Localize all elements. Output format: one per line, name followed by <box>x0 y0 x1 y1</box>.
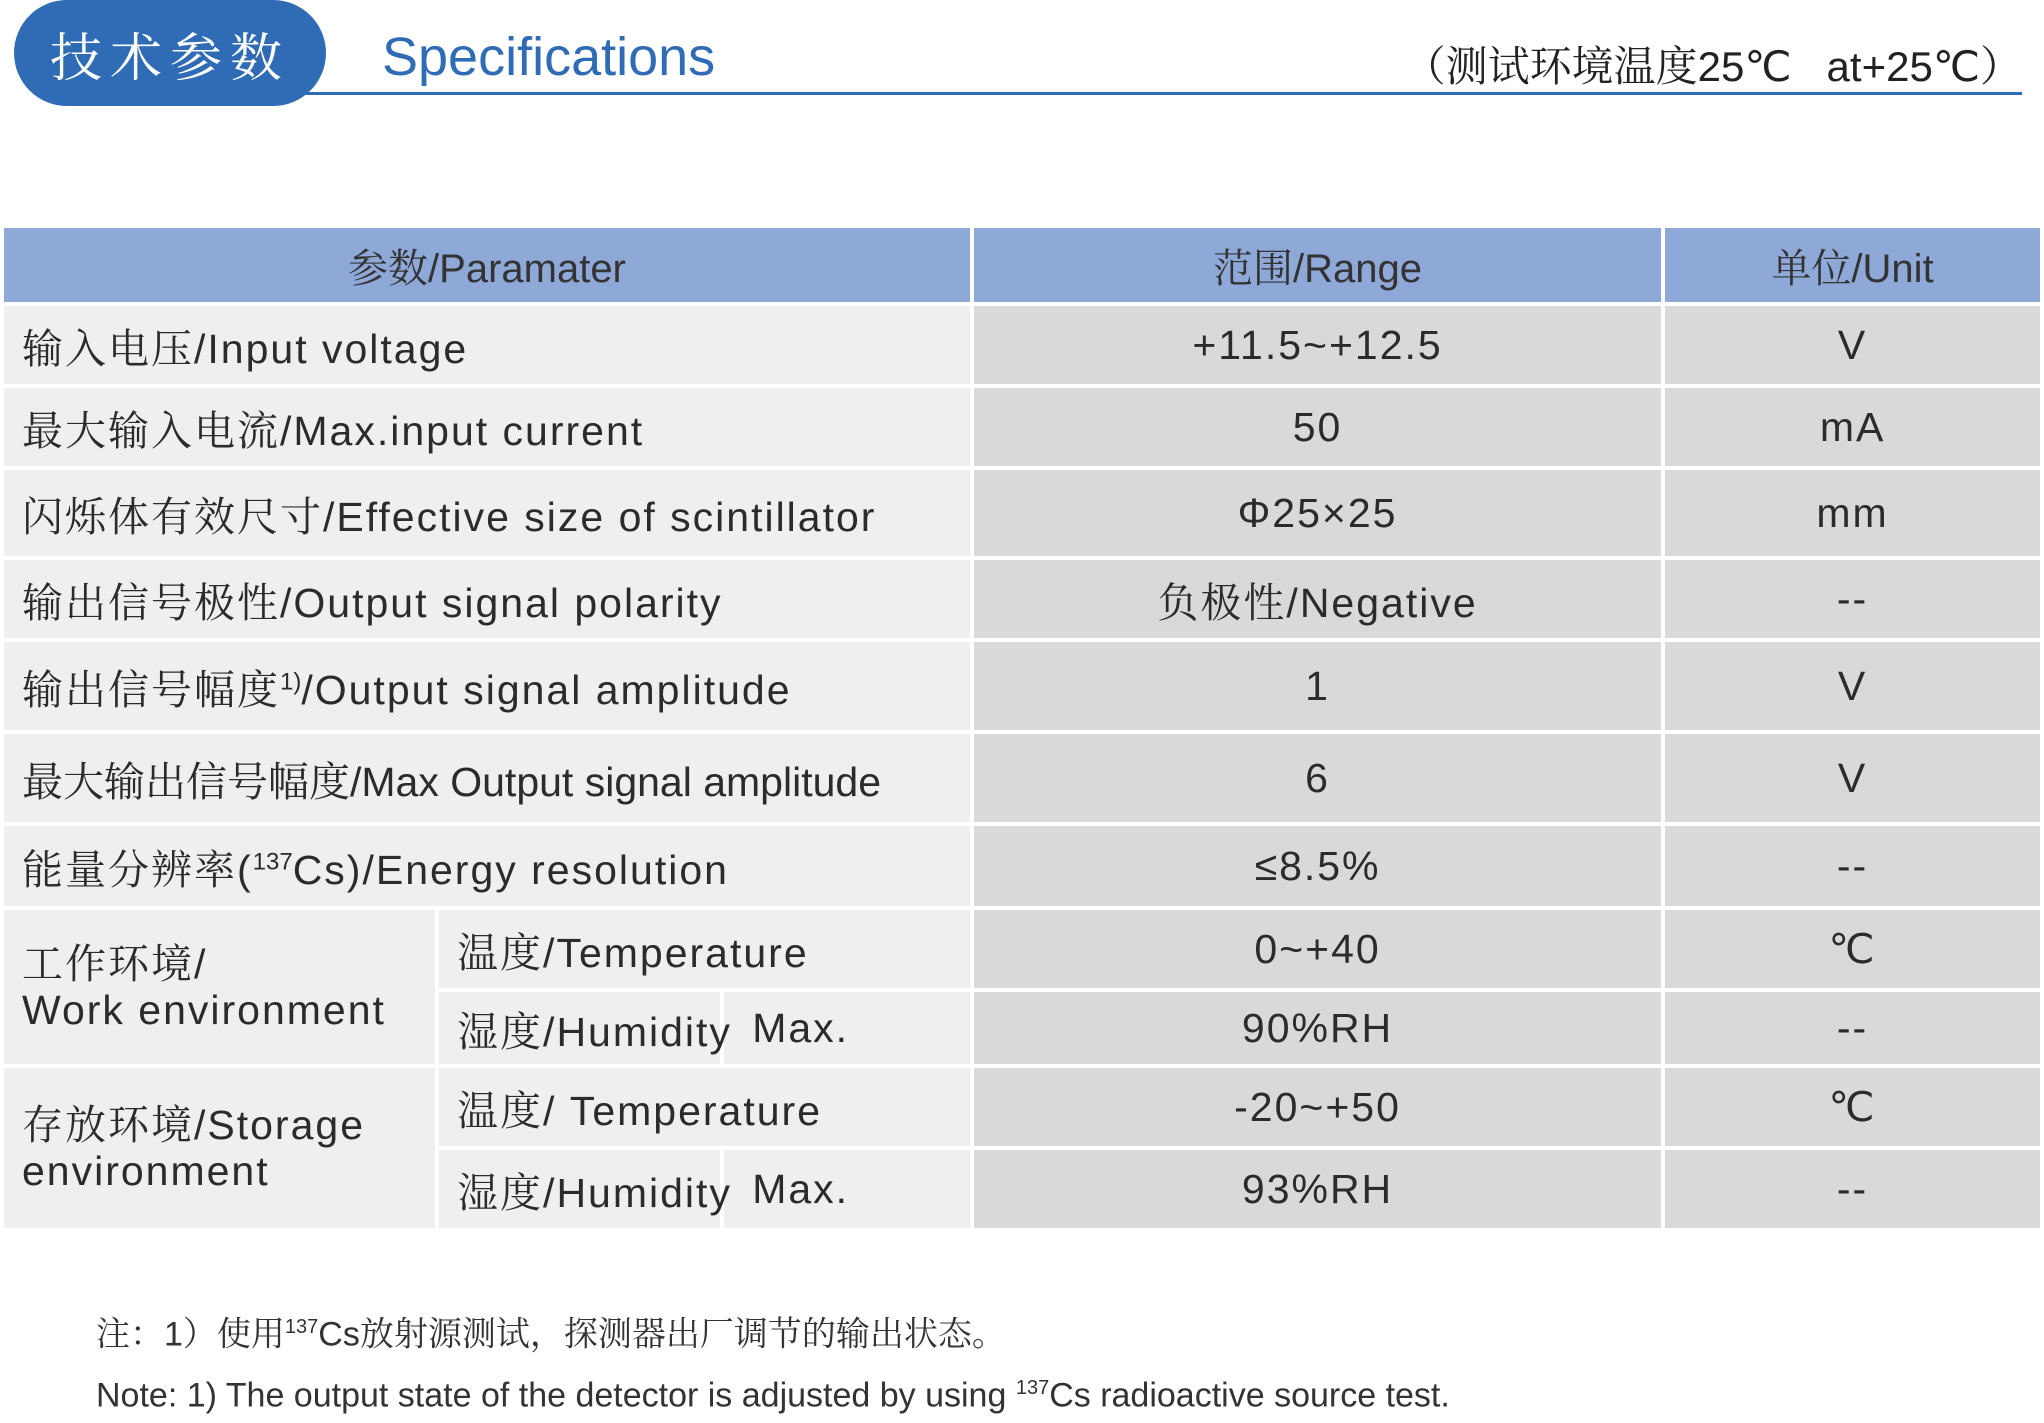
storage-hum-label: 湿度/Humidity <box>439 1150 720 1228</box>
spec-table <box>0 224 2044 1232</box>
table-row <box>4 642 2040 730</box>
storage-env-label: 存放环境/Storage environment <box>4 1068 435 1228</box>
range-cell: +11.5~+12.5 <box>974 306 1661 384</box>
header-param: 参数/Paramater <box>4 228 970 302</box>
work-env-label <box>4 910 435 1064</box>
unit-cell: -- <box>1665 560 2040 638</box>
footnotes <box>96 1300 1450 1423</box>
work-temp-range: 0~+40 <box>974 910 1661 988</box>
work-env-label-line: Work environment <box>22 987 386 1033</box>
unit-cell: mA <box>1665 388 2040 466</box>
param-text: Cs)/Energy resolution <box>292 846 729 893</box>
test-condition: （测试环境温度25℃ at+25℃） <box>1403 43 2022 90</box>
isotope-mass: 137 <box>1015 1377 1050 1400</box>
storage-hum-range: 93%RH <box>974 1150 1661 1228</box>
work-hum-range: 90%RH <box>974 992 1661 1064</box>
table-row <box>4 734 2040 822</box>
table-row <box>4 560 2040 638</box>
work-env-label-line: 工作环境/ <box>22 941 208 987</box>
unit-cell: V <box>1665 642 2040 730</box>
range-cell: 1 <box>974 642 1661 730</box>
table-row-storage-temp <box>4 1068 2040 1146</box>
unit-cell: V <box>1665 306 2040 384</box>
range-cell: 负极性/Negative <box>974 560 1661 638</box>
storage-temp-label: 温度/ Temperature <box>439 1068 970 1146</box>
param-text: /Output signal amplitude <box>301 666 792 713</box>
param-cell <box>4 642 970 730</box>
footnote-en <box>96 1361 1450 1422</box>
storage-hum-qualifier: Max. <box>724 1150 970 1228</box>
table-row-work-temp <box>4 910 2040 988</box>
section-title: Specifications <box>382 27 716 87</box>
range-cell: ≤8.5% <box>974 826 1661 906</box>
section-badge: 技术参数 <box>14 0 326 106</box>
param-cell: 闪烁体有效尺寸/Effective size of scintillator <box>4 470 970 556</box>
footnote-marker: 1) <box>280 667 302 695</box>
note-text: Note: 1) The output state of the detector is adjusted by using <box>96 1376 1016 1415</box>
table-row <box>4 470 2040 556</box>
range-cell: 6 <box>974 734 1661 822</box>
table-row <box>4 306 2040 384</box>
storage-hum-unit: -- <box>1665 1150 2040 1228</box>
note-text: Cs放射源测试，探测器出厂调节的输出状态。 <box>318 1315 1006 1354</box>
table-header-row <box>4 228 2040 302</box>
storage-temp-range: -20~+50 <box>974 1068 1661 1146</box>
header-rule <box>300 92 2022 95</box>
work-temp-unit: ℃ <box>1665 910 2040 988</box>
param-cell: 输入电压/Input voltage <box>4 306 970 384</box>
unit-cell: mm <box>1665 470 2040 556</box>
param-cell: 最大输出信号幅度/Max Output signal amplitude <box>4 734 970 822</box>
page-header <box>0 0 2044 120</box>
table-row <box>4 826 2040 906</box>
range-cell: Φ25×25 <box>974 470 1661 556</box>
param-cell: 输出信号极性/Output signal polarity <box>4 560 970 638</box>
work-hum-qualifier: Max. <box>724 992 970 1064</box>
isotope-mass: 137 <box>284 1316 319 1338</box>
work-hum-unit: -- <box>1665 992 2040 1064</box>
unit-cell: -- <box>1665 826 2040 906</box>
table-row <box>4 388 2040 466</box>
header-range: 范围/Range <box>974 228 1661 302</box>
param-text: 能量分辨率( <box>22 846 253 893</box>
storage-temp-unit: ℃ <box>1665 1068 2040 1146</box>
footnote-cn <box>96 1300 1450 1361</box>
param-cell: 最大输入电流/Max.input current <box>4 388 970 466</box>
param-text: 输出信号幅度 <box>22 666 280 713</box>
work-hum-label: 湿度/Humidity <box>439 992 720 1064</box>
spec-table-wrapper <box>0 224 2044 1232</box>
unit-cell: V <box>1665 734 2040 822</box>
range-cell: 50 <box>974 388 1661 466</box>
note-text: 注：1）使用 <box>96 1315 285 1354</box>
isotope-mass: 137 <box>252 847 293 875</box>
note-text: Cs radioactive source test. <box>1049 1376 1450 1415</box>
header-unit: 单位/Unit <box>1665 228 2040 302</box>
work-temp-label: 温度/Temperature <box>439 910 970 988</box>
param-cell <box>4 826 970 906</box>
